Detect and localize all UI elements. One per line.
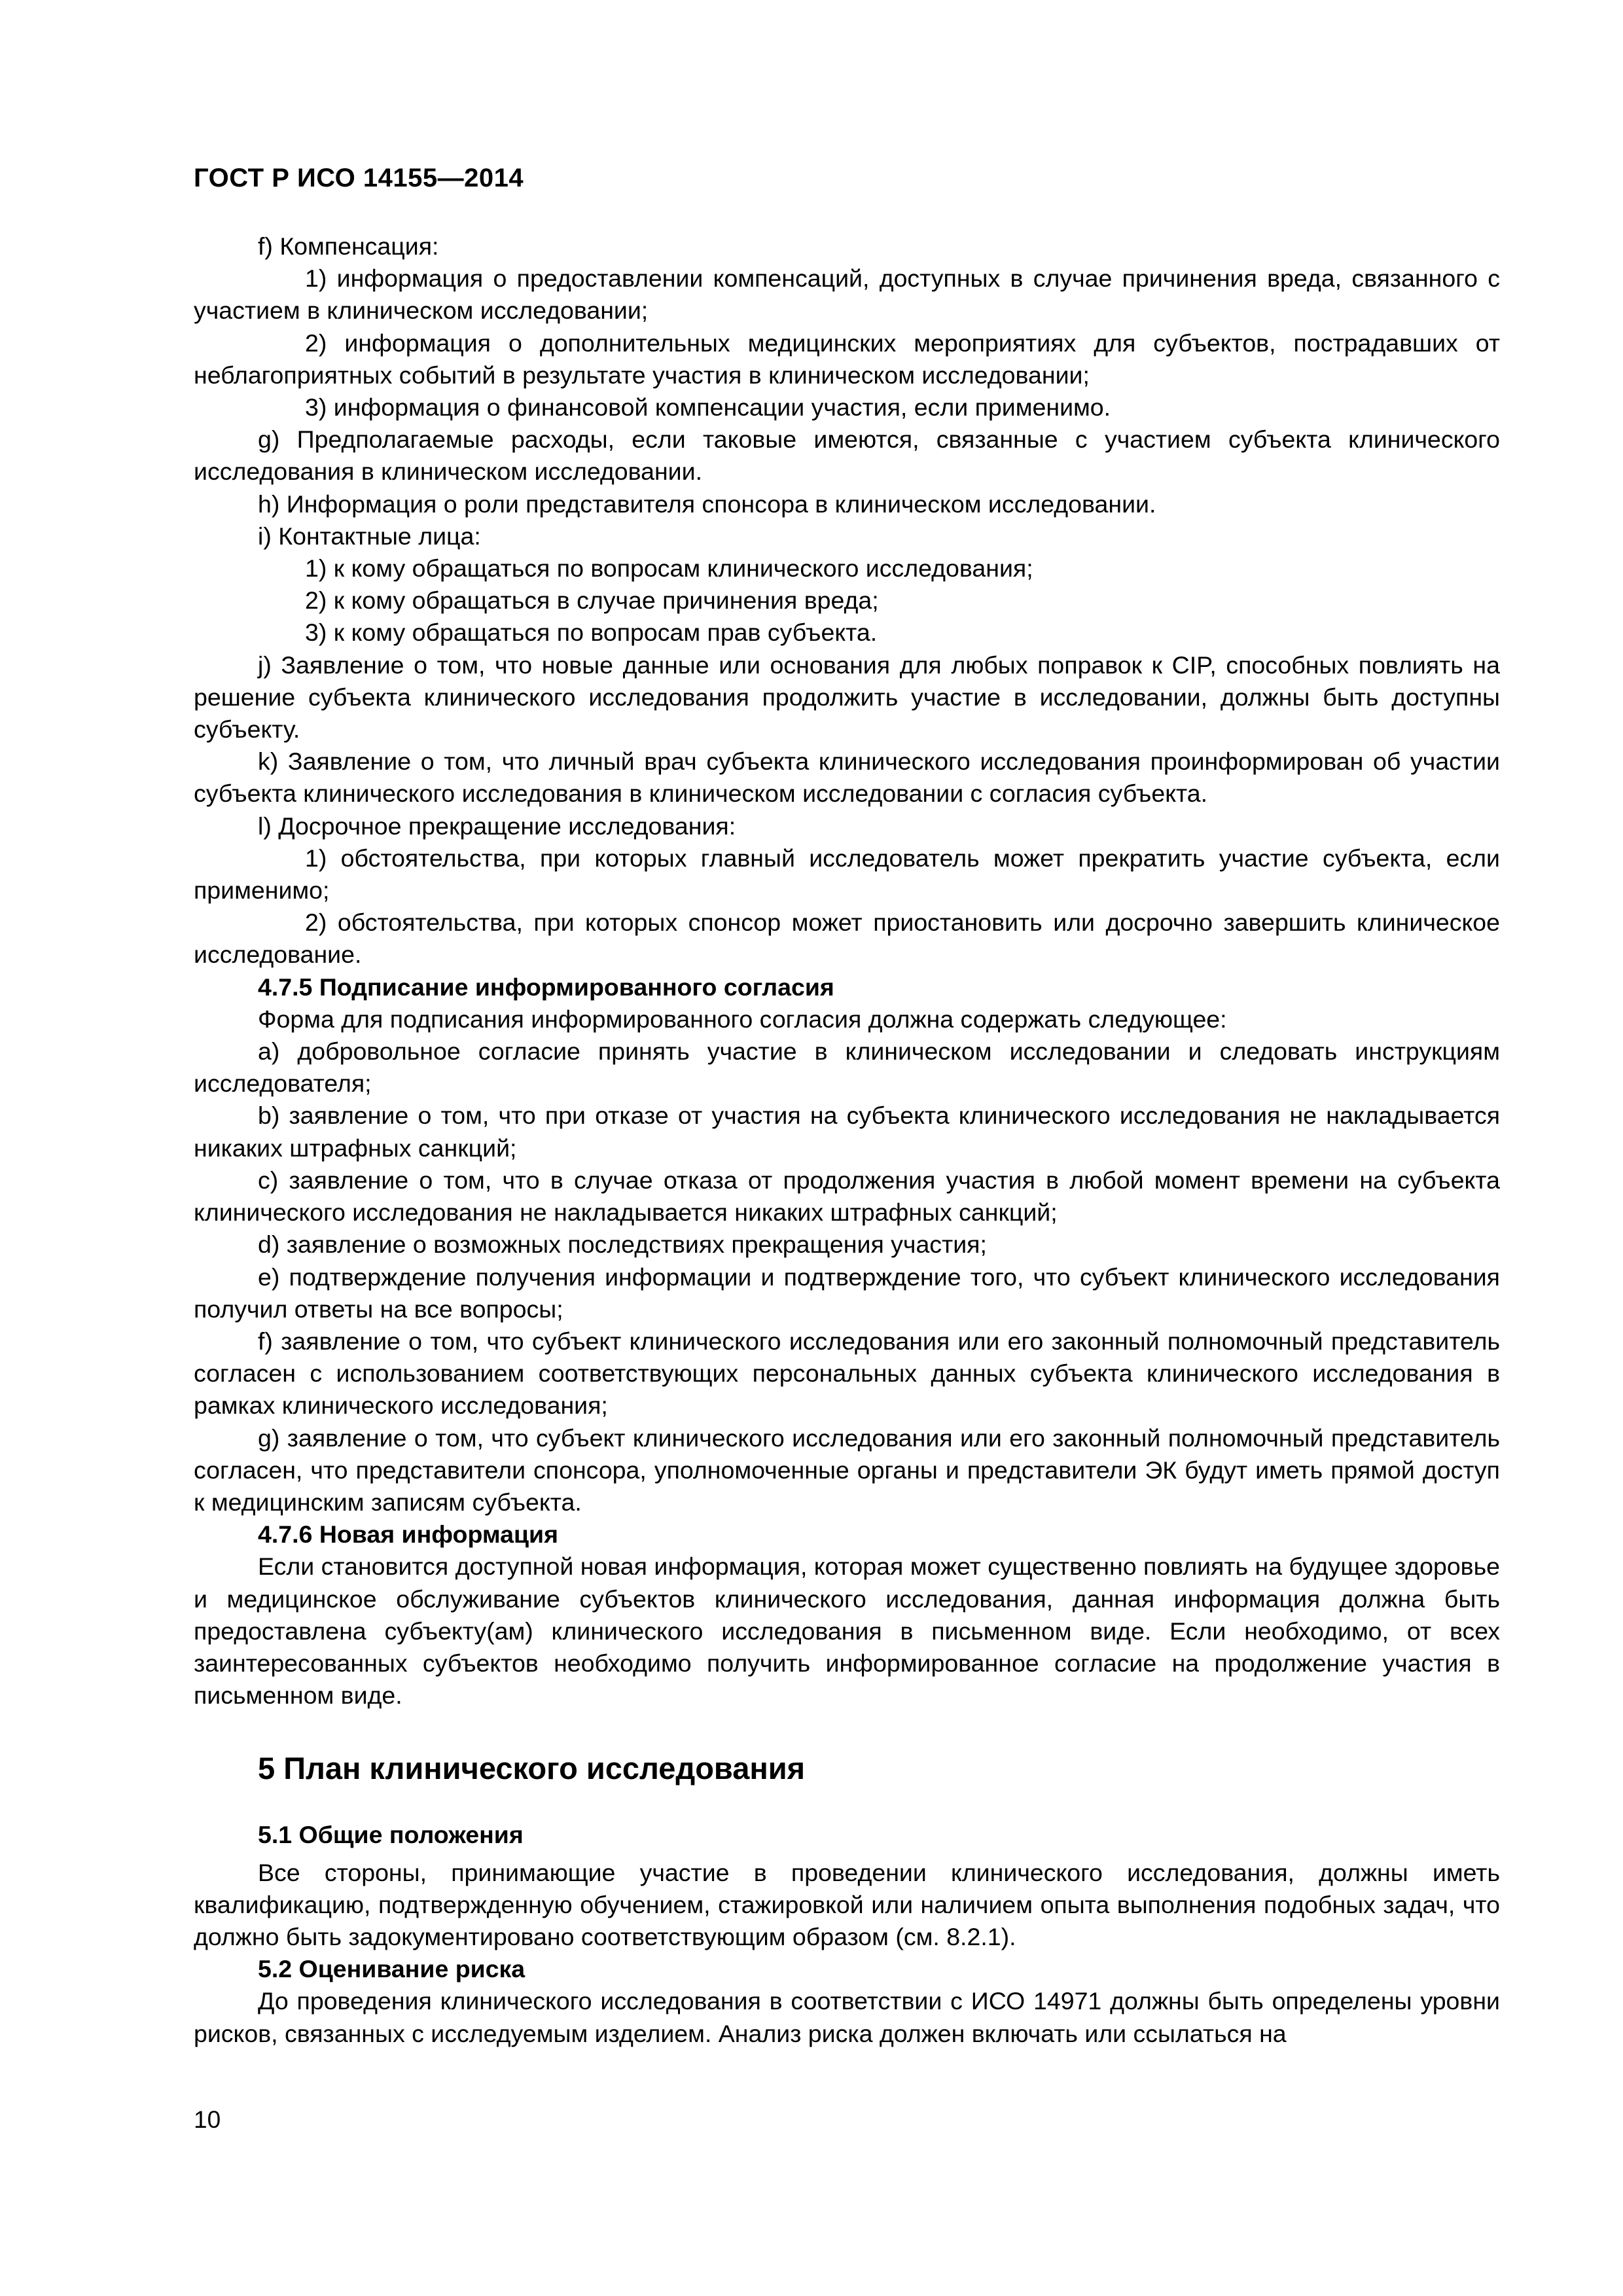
paragraph: d) заявление о возможных последствиях прекращения участия; [258, 1230, 987, 1259]
paragraph: b) заявление о том, что при отказе от участия на субъекта клинического исследования не накладывается никаких штрафных санкций; [194, 1102, 1500, 1162]
list-subitem: 2) к кому обращаться в случае причинения вреда; [305, 586, 879, 615]
paragraph: j) Заявление о том, что новые данные или основания для любых поправок к CIP, способных повлиять на решение субъекта клинического исследования продолжить участие в исследовании, должны быть доступны субъекту. [194, 651, 1500, 744]
section-heading: 5 План клинического исследования [258, 1751, 806, 1786]
paragraph: До проведения клинического исследования в соответствии с ИСО 14971 должны быть определены уровни рисков, связанных с исследуемым изделием. Анализ риска должен включать или ссылаться на [194, 1987, 1500, 2047]
paragraph: h) Информация о роли представителя спонсора в клиническом исследовании. [258, 490, 1156, 518]
page-content [194, 230, 1500, 2050]
clause-heading: 5.1 Общие положения [258, 1821, 524, 1849]
list-subitem: 2) информация о дополнительных медицинских мероприятиях для субъектов, пострадавших от неблагоприятных событий в результате участия в клиническом исследовании; [194, 329, 1500, 389]
list-subitem: 1) к кому обращаться по вопросам клинического исследования; [305, 554, 1033, 583]
list-subitem: 2) обстоятельства, при которых спонсор может приостановить или досрочно завершить клиническое исследование. [194, 908, 1500, 969]
paragraph: a) добровольное согласие принять участие в клиническом исследовании и следовать инструкциям исследователя; [194, 1037, 1500, 1098]
list-subitem: 3) к кому обращаться по вопросам прав субъекта. [305, 619, 878, 647]
paragraph: Все стороны, принимающие участие в проведении клинического исследования, должны иметь квалификацию, подтвержденную обучением, стажировкой или наличием опыта выполнения подобных задач, что должно быть задокументировано соответствующим образом (см. 8.2.1). [194, 1858, 1500, 1950]
list-subitem: 1) информация о предоставлении компенсаций, доступных в случае причинения вреда, связанного с участием в клиническом исследовании; [194, 264, 1500, 325]
paragraph: g) заявление о том, что субъект клинического исследования или его законный полномочный представитель согласен, что представители спонсора, уполномоченные органы и представители ЭК будут иметь прямой доступ к медицинским записям субъекта. [194, 1424, 1500, 1516]
paragraph: f) заявление о том, что субъект клинического исследования или его законный полномочный представитель согласен с использованием соответствующих персональных данных субъекта клинического исследования в рамках клинического исследования; [194, 1327, 1500, 1420]
paragraph: g) Предполагаемые расходы, если таковые имеются, связанные с участием субъекта клинического исследования в клиническом исследовании. [194, 425, 1500, 486]
list-subitem: 1) обстоятельства, при которых главный исследователь может прекратить участие субъекта, если применимо; [194, 844, 1500, 905]
page-number: 10 [194, 2106, 221, 2133]
paragraph: l) Досрочное прекращение исследования: [258, 812, 736, 840]
paragraph: i) Контактные лица: [258, 522, 481, 550]
paragraph: Если становится доступной новая информация, которая может существенно повлиять на будущее здоровье и медицинское обслуживание субъектов клинического исследования, данная информация должна быть предоставлена субъекту(ам) клинического исследования в письменном виде. Если необходимо, от всех заинтересованных субъектов необходимо получить информированное согласие на продолжение участия в письменном виде. [194, 1552, 1500, 1710]
subsection-heading: 4.7.6 Новая информация [258, 1520, 558, 1549]
clause-heading: 5.2 Оценивание риска [258, 1955, 526, 1983]
paragraph: Форма для подписания информированного согласия должна содержать следующее: [258, 1005, 1227, 1033]
subsection-heading: 4.7.5 Подписание информированного согласия [258, 973, 834, 1001]
paragraph: c) заявление о том, что в случае отказа от продолжения участия в любой момент времени на субъекта клинического исследования не накладывается никаких штрафных санкций; [194, 1166, 1500, 1227]
paragraph: k) Заявление о том, что личный врач субъекта клинического исследования проинформирован об участии субъекта клинического исследования в клиническом исследовании с согласия субъекта. [194, 747, 1500, 808]
document-header: ГОСТ Р ИСО 14155—2014 [194, 164, 524, 192]
paragraph: f) Компенсация: [258, 232, 439, 260]
list-subitem: 3) информация о финансовой компенсации участия, если применимо. [305, 393, 1111, 422]
paragraph: e) подтверждение получения информации и подтверждение того, что субъект клинического исследования получил ответы на все вопросы; [194, 1263, 1500, 1323]
